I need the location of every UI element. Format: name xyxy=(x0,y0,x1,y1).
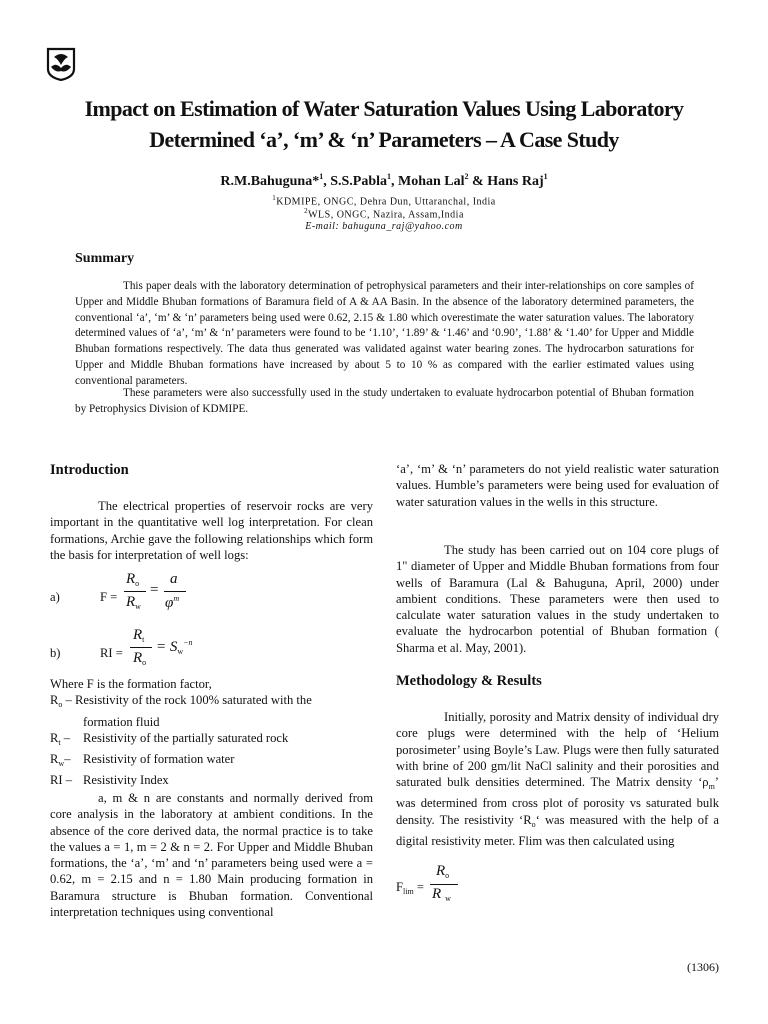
equation-b-numerator: $R_t$ xyxy=(133,627,145,644)
definition-item: $R_w-$ Resistivity of formation water xyxy=(50,752,235,769)
intro-paragraph-2: a, m & n are constants and normally derived from core analysis in the laboratory at ambient conditions. In the absence of the core derived data, the normal practice is to take the values a = 1, m = 2 & n = 2. For Upper and Middle Bhuban formations, the ‘a’, ‘m’ and ‘n’ parameters being used were a = 0.62, m = 2.15 and n = 1.80 Main producing formation in Baramura structure is Bhuban formation. Conventional interpretation techniques using conventional xyxy=(50,791,373,920)
equation-a-lhs: F = xyxy=(100,590,118,604)
author-name: R.M.Bahuguna* xyxy=(220,174,320,189)
introduction-heading: Introduction xyxy=(50,462,129,478)
intro-paragraph-1: The electrical properties of reservoir rocks are very important in the quantitative well log interpretation. For clean formations, Archie gave the following relationships which form the basis for interpretation of well logs: xyxy=(50,499,373,562)
right-paragraph-1: ‘a’, ‘m’ & ‘n’ parameters do not yield realistic water saturation values. Humble’s parameters were being used for evaluation of water saturation values in the wells in this structure. xyxy=(396,462,719,509)
author-name: Hans Raj xyxy=(487,174,544,189)
author-mark: 1 xyxy=(387,172,392,181)
author-mark: 1 xyxy=(319,172,324,181)
equation-b-label: b) xyxy=(50,646,61,660)
definition-continuation: formation fluid xyxy=(83,714,160,729)
equals-sign: = xyxy=(150,582,159,598)
equation-a-numerator-2: a xyxy=(170,571,178,587)
ongc-logo-icon xyxy=(46,47,76,81)
definitions-list xyxy=(50,676,373,789)
page-number: (1306) xyxy=(687,960,719,974)
paper-title-line2: Determined ‘a’, ‘m’ & ‘n’ Parameters – A Case Study xyxy=(149,127,619,152)
author-separator: & xyxy=(468,174,488,189)
equation-c-denominator: R $_w$ xyxy=(432,886,451,903)
fraction-bar xyxy=(124,591,146,592)
definition-item: $R_t$ – Resistivity of the partially saturated rock xyxy=(50,730,289,747)
equation-a-numerator: $R_o$ xyxy=(126,571,140,588)
equation-b-denominator: $R_o$ xyxy=(133,650,147,667)
affiliation-mark: 2 xyxy=(304,207,309,215)
equation-c-lhs: $F_{lim}$ = xyxy=(396,880,424,896)
fraction-bar xyxy=(430,884,458,885)
affiliation-1: $^1$KDMIPE, ONGC, Dehra Dun, Uttaranchal, India xyxy=(272,194,496,208)
author-list xyxy=(0,172,768,190)
summary-paragraph-1: This paper deals with the laboratory determination of petrophysical parameters and their inter-relationships on core samples of Upper and Middle Bhuban formations of Baramura field of A & AA Basin. In the absence of the laboratory determined parameters, the conventional ‘a’, ‘m’ & ‘n’ parameters being used were 0.62, 2.15 & 1.80 which overestimate the water saturation values. The laboratory determined values of ‘a’, ‘m’ & ‘n’ parameters were found to be ‘1.10’, ‘1.89’ & ‘1.46’ and ‘0.90’, ‘1.88’ & ‘1.40’ for Upper and Middle Bhuban formations respectively. The data thus generated was validated against water bearing zones. The hydrocarbon saturations for Upper and Middle Bhuban formations have increased by about 5 to 10 % as compared with the earlier estimated values using conventional parameters. xyxy=(75,280,694,387)
author-separator: , xyxy=(391,174,399,189)
fraction-bar xyxy=(164,591,186,592)
definition-item: RI – Resistivity Index xyxy=(50,773,169,788)
equation-a-denominator: $R_w$ xyxy=(126,594,141,611)
affiliation-2: $^2$WLS, ONGC, Nazira, Assam,India xyxy=(304,207,464,221)
equation-b-rhs: = $S_w^{-n}$ xyxy=(156,638,193,656)
equation-c-numerator: $R_o$ xyxy=(436,863,450,880)
equation-b-lhs: RI = xyxy=(100,646,123,660)
author-mark: 1 xyxy=(543,172,548,181)
summary-paragraph-2: These parameters were also successfully used in the study undertaken to evaluate hydrocarbon potential of Bhuban formation by Petrophysics Division of KDMIPE. xyxy=(75,387,694,415)
author-mark: 2 xyxy=(464,172,469,181)
author-email: E-mail: bahuguna_raj@yahoo.com xyxy=(305,221,463,232)
equation-a-label: a) xyxy=(50,590,60,604)
author-separator: , xyxy=(323,174,331,189)
author-name: Mohan Lal xyxy=(398,174,465,189)
equation-a-denominator-2: $\varphi^m$ xyxy=(165,594,180,611)
definition-item: $R_o$ – Resistivity of the rock 100% saturated with the xyxy=(50,693,312,710)
fraction-bar xyxy=(130,647,152,648)
right-paragraph-2: The study has been carried out on 104 core plugs of 1" diameter of Upper and Middle Bhuban formations from four wells of Baramura (Lal & Bahuguna, April, 2000) under ambient conditions. These parameters were then used to calculate water saturation values in the study undertaken to evaluate the hydrocarbon potential of Bhuban formation ( Sharma et al. May, 2001). xyxy=(396,543,719,655)
affiliation-mark: 1 xyxy=(272,194,277,202)
definition-intro: Where F is the formation factor, xyxy=(50,677,212,691)
author-name: S.S.Pabla xyxy=(330,174,388,189)
methodology-paragraph: Initially, porosity and Matrix density of individual dry core plugs were determined with the help of ‘Helium porosimeter’ using Boyle’s Law. Plugs were then fully saturated with brine of 200 gm/lit NaCl salinity and their porosities and saturated bulk densities determined. The Matrix density ‘$\rho_m$’ was determined from cross plot of porosity vs saturated bulk density. The resistivity ‘$R_o‘$ was measured with the help of a digital resistivity meter. Flim was then calculated using xyxy=(396,710,719,849)
methodology-heading: Methodology & Results xyxy=(396,673,542,689)
paper-title-line1: Impact on Estimation of Water Saturation Values Using Laboratory xyxy=(84,96,684,121)
summary-heading: Summary xyxy=(75,251,135,266)
